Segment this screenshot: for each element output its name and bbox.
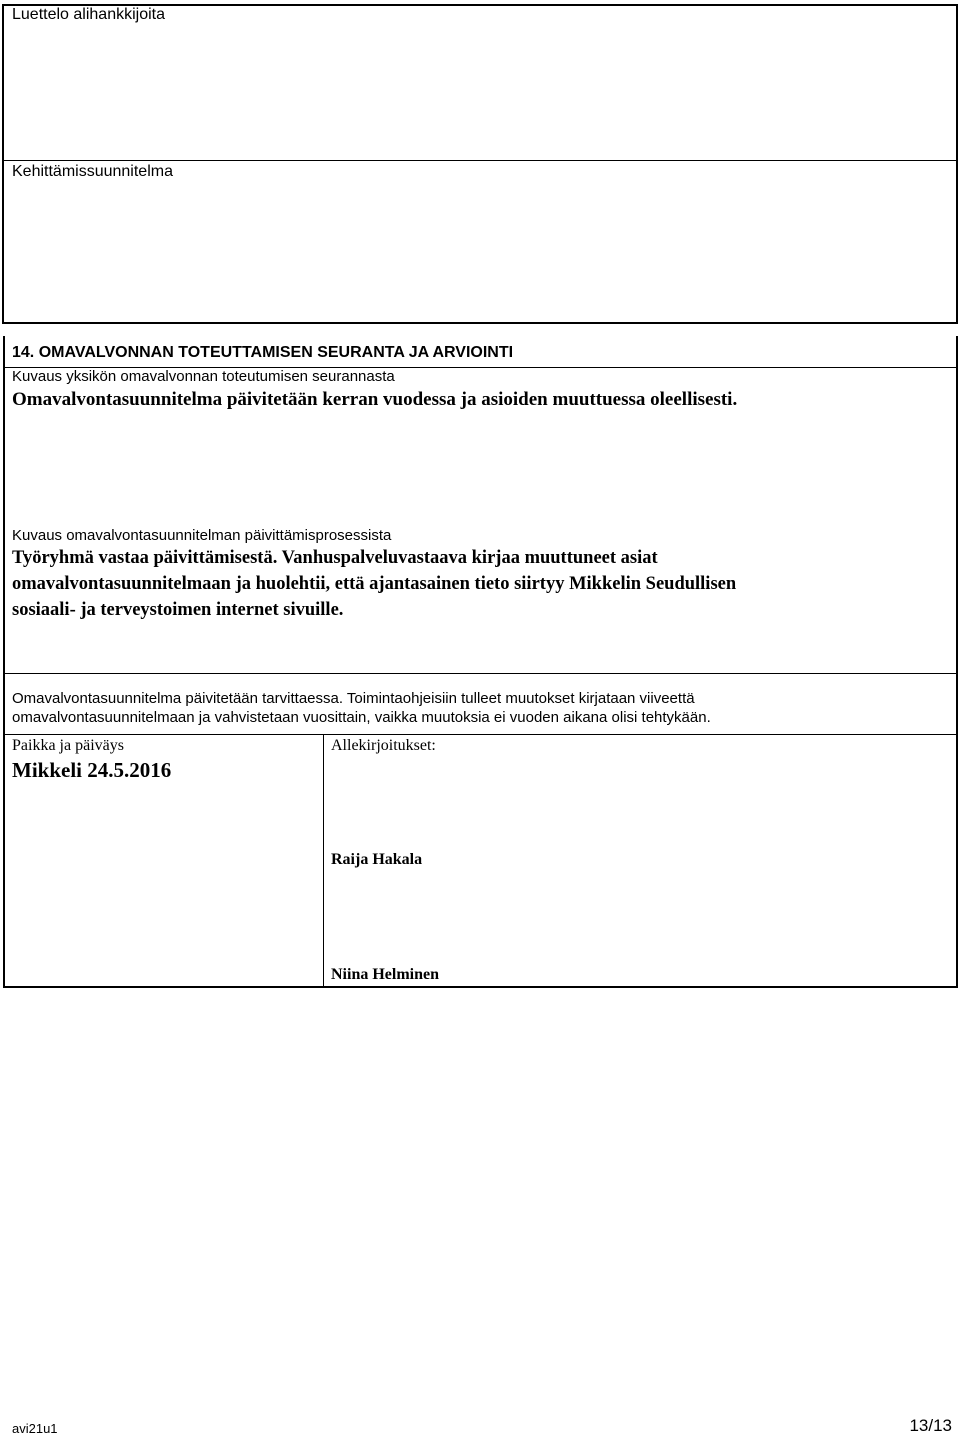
signature-column-divider — [323, 734, 324, 986]
monitoring-text: Omavalvontasuunnitelma päivitetään kerran vuodessa ja asioiden muuttuessa oleellisesti. — [12, 389, 738, 410]
subcontractors-label: Luettelo alihankkijoita — [12, 6, 165, 23]
place-date-value: Mikkeli 24.5.2016 — [12, 758, 172, 782]
monitoring-label: Kuvaus yksikön omavalvonnan toteutumisen seurannasta — [12, 368, 395, 385]
update-note-line: Omavalvontasuunnitelma päivitetään tarvittaessa. Toimintaohjeisiin tulleet muutokset kirjataan viiveettä — [12, 690, 695, 707]
divider — [4, 160, 956, 161]
page-number: 13/13 — [909, 1416, 952, 1435]
update-process-text-line: sosiaali- ja terveystoimen internet sivuille. — [12, 600, 344, 620]
place-date-label: Paikka ja päiväys — [12, 737, 124, 754]
signer-name: Niina Helminen — [331, 966, 440, 983]
update-note-line: omavalvontasuunnitelmaan ja vahvistetaan vuosittain, vaikka muutoksia ei vuoden aikana olisi tehtykään. — [12, 709, 711, 726]
update-process-label: Kuvaus omavalvontasuunnitelman päivittämisprosessista — [12, 527, 392, 544]
development-plan-label: Kehittämissuunnitelma — [12, 163, 173, 180]
update-process-text-line: omavalvontasuunnitelmaan ja huolehtii, että ajantasainen tieto siirtyy Mikkelin Seudullisen — [12, 574, 737, 594]
signatures-label: Allekirjoitukset: — [331, 737, 436, 754]
section-14-box — [3, 336, 958, 988]
signer-name: Raija Hakala — [331, 851, 423, 868]
section-heading: 14. OMAVALVONNAN TOTEUTTAMISEN SEURANTA JA ARVIOINTI — [12, 344, 514, 361]
document-code: avi21u1 — [12, 1421, 58, 1436]
divider — [5, 673, 956, 674]
update-process-text-line: Työryhmä vastaa päivittämisestä. Vanhuspalveluvastaava kirjaa muuttuneet asiat — [12, 548, 658, 568]
divider — [5, 734, 956, 735]
